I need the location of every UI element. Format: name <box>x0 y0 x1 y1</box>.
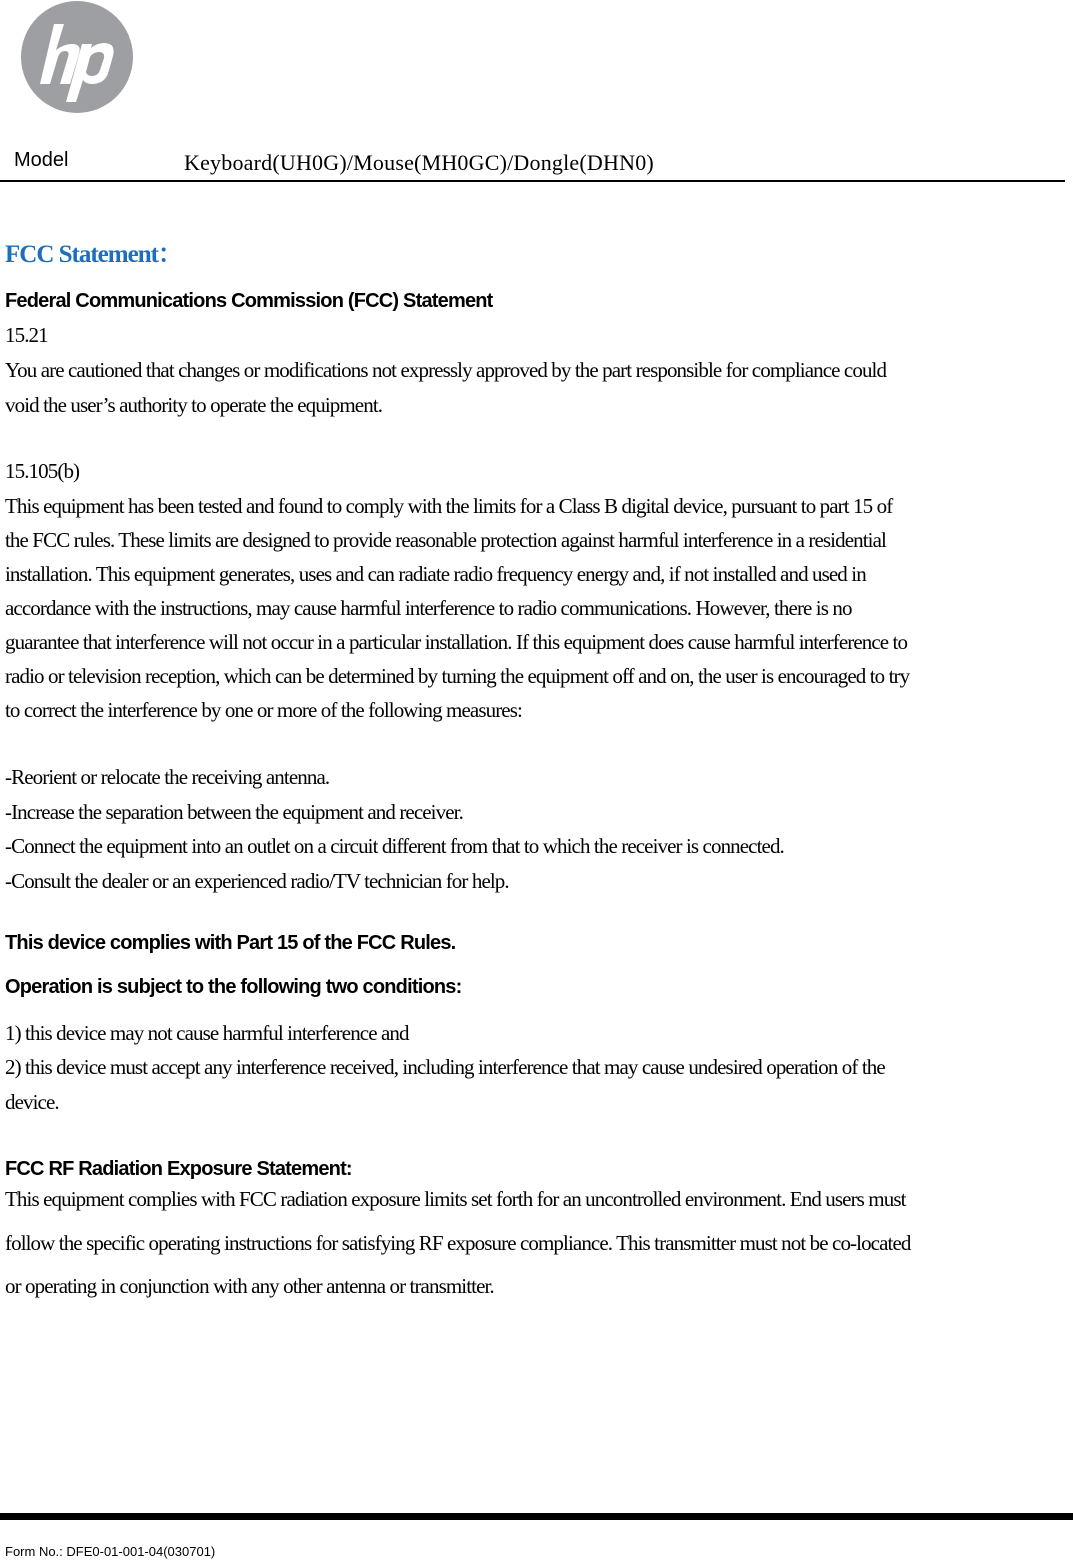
condition-item: 1) this device may not cause harmful interference and <box>5 1021 409 1045</box>
condition-item: device. <box>5 1090 59 1114</box>
paragraph-line: the FCC rules. These limits are designed to provide reasonable protection against harmful interference in a residential <box>5 528 886 552</box>
fcc-statement-heading: Federal Communications Commission (FCC) Statement <box>5 290 493 312</box>
form-number: Form No.: DFE0-01-001-04(030701) <box>5 1544 216 1559</box>
paragraph-line: follow the specific operating instructions for satisfying RF exposure compliance. This transmitter must not be co-located <box>5 1231 911 1255</box>
paragraph-line: You are cautioned that changes or modifications not expressly approved by the part responsible for compliance could <box>5 358 887 382</box>
paragraph-line: guarantee that interference will not occur in a particular installation. If this equipment does cause harmful interference to <box>5 630 908 654</box>
fcc-statement-title: FCC Statement： <box>5 241 182 268</box>
measure-item: -Consult the dealer or an experienced radio/TV technician for help. <box>5 869 509 893</box>
rf-exposure-heading: FCC RF Radiation Exposure Statement: <box>5 1158 352 1180</box>
paragraph-line: This equipment complies with FCC radiation exposure limits set forth for an uncontrolled environment. End users must <box>5 1187 906 1211</box>
condition-item: 2) this device must accept any interference received, including interference that may cause undesired operation of the <box>5 1055 885 1079</box>
paragraph-line: accordance with the instructions, may cause harmful interference to radio communications. However, there is no <box>5 596 852 620</box>
footer-divider <box>0 1513 1073 1520</box>
header-divider <box>0 180 1065 182</box>
paragraph-line: void the user’s authority to operate the equipment. <box>5 393 383 417</box>
model-label: Model <box>14 149 69 171</box>
measure-item: -Reorient or relocate the receiving antenna. <box>5 765 330 789</box>
conditions-heading: Operation is subject to the following two conditions: <box>5 976 462 998</box>
paragraph-line: installation. This equipment generates, uses and can radiate radio frequency energy and, if not installed and used in <box>5 562 866 586</box>
compliance-heading: This device complies with Part 15 of the FCC Rules. <box>5 932 456 954</box>
model-value: Keyboard(UH0G)/Mouse(MH0GC)/Dongle(DHN0) <box>184 150 654 175</box>
clause-15-105b: 15.105(b) <box>5 459 80 483</box>
paragraph-line: or operating in conjunction with any other antenna or transmitter. <box>5 1274 494 1298</box>
paragraph-line: This equipment has been tested and found to comply with the limits for a Class B digital device, pursuant to part 15 of <box>5 494 893 518</box>
paragraph-line: to correct the interference by one or more of the following measures: <box>5 698 522 722</box>
clause-15-21: 15.21 <box>5 323 48 347</box>
measure-item: -Increase the separation between the equipment and receiver. <box>5 800 463 824</box>
paragraph-line: radio or television reception, which can be determined by turning the equipment off and on, the user is encouraged to try <box>5 664 910 688</box>
hp-logo-icon <box>20 0 134 114</box>
measure-item: -Connect the equipment into an outlet on a circuit different from that to which the receiver is connected. <box>5 834 784 858</box>
